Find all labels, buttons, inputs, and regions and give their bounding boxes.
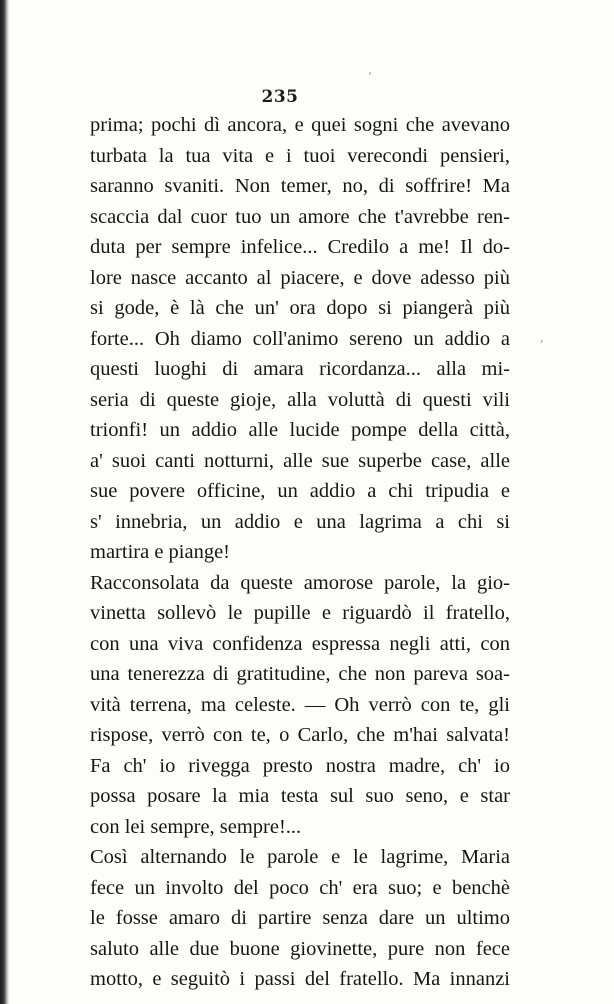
stray-mark: ʼ — [540, 338, 544, 352]
text-line: Racconsolata da queste amorose parole, la gio- — [90, 571, 510, 594]
text-line: martira e piange! — [90, 541, 231, 563]
text-line: forte... Oh diamo coll'animo sereno un addio a — [90, 327, 510, 350]
text-line: sue povere officine, un addio a chi tripudia e — [90, 480, 510, 502]
text-line: vinetta sollevò le pupille e riguardò il fratello, — [90, 602, 510, 624]
text-line: seria di queste gioje, alla voluttà di questi vili — [90, 388, 510, 411]
text-line: con una viva confidenza espressa negli atti, con — [90, 632, 510, 655]
text-line: s' innebria, un addio e una lagrima a chi si — [90, 510, 510, 533]
stray-mark: ʼ — [368, 70, 372, 84]
text-line: si gode, è là che un' ora dopo si piangerà più — [90, 297, 510, 319]
text-line: a' suoi canti notturni, alle sue superbe case, alle — [90, 449, 510, 472]
text-line: una tenerezza di gratitudine, che non pareva soa- — [90, 663, 510, 685]
text-line: prima; pochi dì ancora, e quei sogni che avevano — [90, 114, 510, 136]
text-line: Così alternando le parole e le lagrime, Maria — [90, 846, 510, 868]
text-line: lore nasce accanto al piacere, e dove adesso più — [90, 266, 510, 289]
page-body-text — [90, 110, 510, 995]
text-line: duta per sempre infelice... Credilo a me! Il do- — [90, 236, 510, 258]
text-line: con lei sempre, sempre!... — [90, 815, 302, 838]
page-number: 235 — [261, 87, 299, 107]
text-line: vità terrena, ma celeste. — Oh verrò con te, gli — [90, 693, 510, 716]
text-line: saluto alle due buone giovinette, pure non fece — [90, 937, 510, 960]
text-line: motto, e seguitò i passi del fratello. Ma innanzi — [90, 968, 510, 990]
text-line: trionfi! un addio alle lucide pompe della città, — [90, 419, 510, 441]
text-line: scaccia dal cuor tuo un amore che t'avrebbe ren- — [90, 205, 510, 228]
paragraph — [90, 568, 510, 843]
text-line: le fosse amaro di partire senza dare un ultimo — [90, 907, 510, 929]
text-line: rispose, verrò con te, o Carlo, che m'hai salvata! — [90, 724, 510, 746]
text-line: questi luoghi di amara ricordanza... alla mi- — [90, 358, 510, 380]
text-line: possa posare la mia testa sul suo seno, e star — [90, 785, 510, 807]
text-line: Fa ch' io rivegga presto nostra madre, ch' io — [90, 754, 510, 777]
text-line: turbata la tua vita e i tuoi verecondi pensieri, — [90, 144, 510, 167]
paragraph — [90, 842, 510, 995]
text-line: saranno svaniti. Non temer, no, di soffrire! Ma — [90, 175, 510, 197]
text-line: fece un involto del poco ch' era suo; e benchè — [90, 876, 510, 899]
paragraph — [90, 110, 510, 568]
page-binding-edge — [0, 0, 9, 1004]
